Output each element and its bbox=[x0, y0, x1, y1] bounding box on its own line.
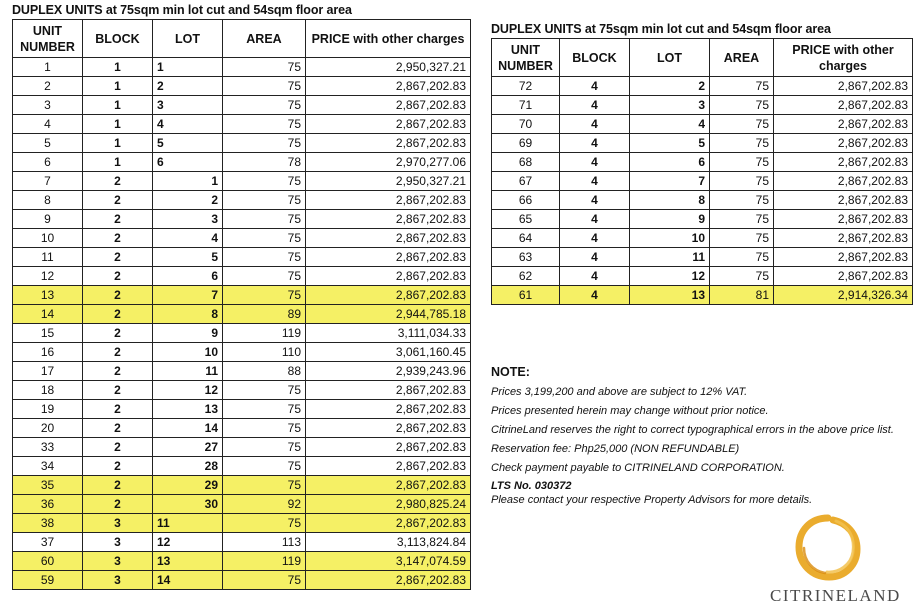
area-cell: 75 bbox=[710, 134, 774, 153]
lot-cell: 27 bbox=[153, 438, 223, 457]
unit-cell: 19 bbox=[13, 400, 83, 419]
right-table-title: DUPLEX UNITS at 75sqm min lot cut and 54sqm floor area bbox=[491, 22, 831, 36]
price-cell: 2,867,202.83 bbox=[306, 286, 471, 305]
area-cell: 75 bbox=[710, 248, 774, 267]
area-cell: 75 bbox=[223, 191, 306, 210]
price-cell: 2,867,202.83 bbox=[306, 381, 471, 400]
left-table-body bbox=[13, 58, 471, 590]
price-cell: 2,970,277.06 bbox=[306, 153, 471, 172]
block-cell: 4 bbox=[560, 191, 630, 210]
price-cell: 2,867,202.83 bbox=[306, 115, 471, 134]
price-cell: 2,939,243.96 bbox=[306, 362, 471, 381]
area-cell: 75 bbox=[223, 438, 306, 457]
area-cell: 75 bbox=[223, 267, 306, 286]
lot-cell: 10 bbox=[630, 229, 710, 248]
lot-cell: 4 bbox=[630, 115, 710, 134]
note-line: Prices 3,199,200 and above are subject to 12% VAT. bbox=[491, 386, 748, 398]
lot-cell: 28 bbox=[153, 457, 223, 476]
unit-cell: 68 bbox=[492, 153, 560, 172]
lot-cell: 11 bbox=[153, 362, 223, 381]
table-row bbox=[13, 229, 471, 248]
unit-cell: 16 bbox=[13, 343, 83, 362]
right-table-header-row bbox=[492, 39, 913, 77]
area-cell: 92 bbox=[223, 495, 306, 514]
table-row bbox=[492, 172, 913, 191]
area-cell: 75 bbox=[710, 115, 774, 134]
note-line: Reservation fee: Php25,000 (NON REFUNDABLE) bbox=[491, 443, 740, 455]
area-cell: 75 bbox=[223, 419, 306, 438]
unit-cell: 9 bbox=[13, 210, 83, 229]
lot-cell: 5 bbox=[153, 248, 223, 267]
area-cell: 75 bbox=[223, 476, 306, 495]
block-cell: 3 bbox=[83, 552, 153, 571]
table-row bbox=[13, 153, 471, 172]
header-area: AREA bbox=[710, 39, 774, 77]
table-row bbox=[13, 533, 471, 552]
table-row bbox=[13, 96, 471, 115]
table-row bbox=[492, 134, 913, 153]
unit-cell: 5 bbox=[13, 134, 83, 153]
price-cell: 2,950,327.21 bbox=[306, 172, 471, 191]
lot-cell: 3 bbox=[153, 96, 223, 115]
table-row bbox=[492, 248, 913, 267]
lot-cell: 5 bbox=[630, 134, 710, 153]
unit-cell: 59 bbox=[13, 571, 83, 590]
table-row bbox=[492, 286, 913, 305]
brand-name: CITRINELAND bbox=[770, 586, 901, 605]
area-cell: 75 bbox=[223, 457, 306, 476]
lot-cell: 4 bbox=[153, 229, 223, 248]
block-cell: 1 bbox=[83, 153, 153, 172]
table-row bbox=[492, 191, 913, 210]
table-row bbox=[13, 305, 471, 324]
lot-cell: 6 bbox=[153, 267, 223, 286]
unit-cell: 15 bbox=[13, 324, 83, 343]
block-cell: 2 bbox=[83, 343, 153, 362]
block-cell: 2 bbox=[83, 191, 153, 210]
unit-cell: 70 bbox=[492, 115, 560, 134]
lot-cell: 12 bbox=[630, 267, 710, 286]
area-cell: 75 bbox=[710, 210, 774, 229]
area-cell: 78 bbox=[223, 153, 306, 172]
price-cell: 2,867,202.83 bbox=[774, 134, 913, 153]
lot-cell: 9 bbox=[153, 324, 223, 343]
block-cell: 1 bbox=[83, 115, 153, 134]
lot-cell: 13 bbox=[153, 552, 223, 571]
left-table-title: DUPLEX UNITS at 75sqm min lot cut and 54sqm floor area bbox=[12, 3, 352, 17]
lot-cell: 10 bbox=[153, 343, 223, 362]
block-cell: 2 bbox=[83, 438, 153, 457]
unit-cell: 71 bbox=[492, 96, 560, 115]
left-table-header-row bbox=[13, 20, 471, 58]
left-price-table bbox=[12, 19, 471, 590]
citrineland-logo bbox=[770, 512, 901, 610]
unit-cell: 61 bbox=[492, 286, 560, 305]
area-cell: 75 bbox=[710, 191, 774, 210]
price-cell: 2,867,202.83 bbox=[774, 248, 913, 267]
area-cell: 75 bbox=[223, 115, 306, 134]
block-cell: 4 bbox=[560, 115, 630, 134]
unit-cell: 72 bbox=[492, 77, 560, 96]
block-cell: 2 bbox=[83, 229, 153, 248]
table-row bbox=[13, 324, 471, 343]
block-cell: 3 bbox=[83, 533, 153, 552]
price-cell: 2,867,202.83 bbox=[774, 229, 913, 248]
header-lot: LOT bbox=[153, 20, 223, 58]
lot-cell: 2 bbox=[630, 77, 710, 96]
area-cell: 75 bbox=[223, 248, 306, 267]
header-area: AREA bbox=[223, 20, 306, 58]
area-cell: 75 bbox=[710, 77, 774, 96]
table-row bbox=[13, 457, 471, 476]
unit-cell: 69 bbox=[492, 134, 560, 153]
block-cell: 2 bbox=[83, 419, 153, 438]
price-cell: 3,061,160.45 bbox=[306, 343, 471, 362]
lot-cell: 11 bbox=[153, 514, 223, 533]
unit-cell: 13 bbox=[13, 286, 83, 305]
note-line: CitrineLand reserves the right to correct typographical errors in the above price list. bbox=[491, 424, 894, 436]
unit-cell: 65 bbox=[492, 210, 560, 229]
price-cell: 2,867,202.83 bbox=[306, 476, 471, 495]
area-cell: 75 bbox=[223, 381, 306, 400]
table-row bbox=[13, 248, 471, 267]
lot-cell: 7 bbox=[153, 286, 223, 305]
table-row bbox=[492, 115, 913, 134]
price-cell: 2,950,327.21 bbox=[306, 58, 471, 77]
block-cell: 1 bbox=[83, 134, 153, 153]
block-cell: 2 bbox=[83, 457, 153, 476]
price-cell: 2,867,202.83 bbox=[306, 229, 471, 248]
block-cell: 2 bbox=[83, 286, 153, 305]
unit-cell: 1 bbox=[13, 58, 83, 77]
table-row bbox=[492, 229, 913, 248]
area-cell: 75 bbox=[223, 514, 306, 533]
area-cell: 75 bbox=[223, 58, 306, 77]
block-cell: 1 bbox=[83, 96, 153, 115]
block-cell: 1 bbox=[83, 77, 153, 96]
table-row bbox=[492, 96, 913, 115]
price-cell: 2,867,202.83 bbox=[774, 191, 913, 210]
contact-note: Please contact your respective Property Advisors for more details. bbox=[491, 494, 813, 506]
table-row bbox=[492, 267, 913, 286]
table-row bbox=[13, 476, 471, 495]
lot-cell: 2 bbox=[153, 77, 223, 96]
unit-cell: 66 bbox=[492, 191, 560, 210]
note-title: NOTE: bbox=[491, 365, 530, 379]
table-row bbox=[13, 362, 471, 381]
block-cell: 4 bbox=[560, 96, 630, 115]
lot-cell: 12 bbox=[153, 381, 223, 400]
block-cell: 2 bbox=[83, 210, 153, 229]
area-cell: 75 bbox=[223, 77, 306, 96]
unit-cell: 67 bbox=[492, 172, 560, 191]
lot-cell: 2 bbox=[153, 191, 223, 210]
unit-cell: 37 bbox=[13, 533, 83, 552]
unit-cell: 3 bbox=[13, 96, 83, 115]
table-row bbox=[13, 134, 471, 153]
price-cell: 3,113,824.84 bbox=[306, 533, 471, 552]
header-block: BLOCK bbox=[83, 20, 153, 58]
table-row bbox=[13, 58, 471, 77]
table-row bbox=[13, 191, 471, 210]
table-row bbox=[13, 571, 471, 590]
price-cell: 2,867,202.83 bbox=[306, 457, 471, 476]
note-line: Prices presented herein may change without prior notice. bbox=[491, 405, 769, 417]
header-price: PRICE with other charges bbox=[306, 20, 471, 58]
area-cell: 75 bbox=[223, 172, 306, 191]
area-cell: 110 bbox=[223, 343, 306, 362]
unit-cell: 18 bbox=[13, 381, 83, 400]
price-cell: 2,867,202.83 bbox=[306, 419, 471, 438]
lot-cell: 3 bbox=[153, 210, 223, 229]
unit-cell: 6 bbox=[13, 153, 83, 172]
price-cell: 2,867,202.83 bbox=[306, 191, 471, 210]
area-cell: 75 bbox=[223, 134, 306, 153]
price-cell: 2,867,202.83 bbox=[774, 153, 913, 172]
price-cell: 2,867,202.83 bbox=[306, 77, 471, 96]
price-cell: 2,867,202.83 bbox=[774, 172, 913, 191]
unit-cell: 33 bbox=[13, 438, 83, 457]
lts-number: LTS No. 030372 bbox=[491, 480, 572, 492]
unit-cell: 2 bbox=[13, 77, 83, 96]
unit-cell: 4 bbox=[13, 115, 83, 134]
block-cell: 2 bbox=[83, 400, 153, 419]
block-cell: 2 bbox=[83, 381, 153, 400]
price-cell: 2,914,326.34 bbox=[774, 286, 913, 305]
table-row bbox=[492, 77, 913, 96]
price-cell: 2,867,202.83 bbox=[306, 248, 471, 267]
note-line: Check payment payable to CITRINELAND CORPORATION. bbox=[491, 462, 785, 474]
area-cell: 119 bbox=[223, 324, 306, 343]
lot-cell: 1 bbox=[153, 58, 223, 77]
area-cell: 75 bbox=[223, 400, 306, 419]
unit-cell: 34 bbox=[13, 457, 83, 476]
right-price-table bbox=[491, 38, 913, 305]
lot-cell: 14 bbox=[153, 419, 223, 438]
area-cell: 75 bbox=[710, 267, 774, 286]
area-cell: 75 bbox=[710, 153, 774, 172]
area-cell: 89 bbox=[223, 305, 306, 324]
citrine-ring-icon bbox=[792, 512, 864, 584]
price-cell: 3,147,074.59 bbox=[306, 552, 471, 571]
area-cell: 119 bbox=[223, 552, 306, 571]
price-cell: 3,111,034.33 bbox=[306, 324, 471, 343]
table-row bbox=[13, 438, 471, 457]
unit-cell: 38 bbox=[13, 514, 83, 533]
lot-cell: 6 bbox=[153, 153, 223, 172]
area-cell: 75 bbox=[223, 571, 306, 590]
unit-cell: 35 bbox=[13, 476, 83, 495]
right-table-body bbox=[492, 77, 913, 305]
lot-cell: 29 bbox=[153, 476, 223, 495]
unit-cell: 63 bbox=[492, 248, 560, 267]
price-cell: 2,944,785.18 bbox=[306, 305, 471, 324]
price-cell: 2,867,202.83 bbox=[774, 267, 913, 286]
unit-cell: 17 bbox=[13, 362, 83, 381]
table-row bbox=[13, 115, 471, 134]
price-cell: 2,867,202.83 bbox=[774, 115, 913, 134]
price-cell: 2,867,202.83 bbox=[306, 96, 471, 115]
table-row bbox=[13, 172, 471, 191]
unit-cell: 14 bbox=[13, 305, 83, 324]
table-row bbox=[13, 381, 471, 400]
table-row bbox=[13, 495, 471, 514]
table-row bbox=[492, 153, 913, 172]
block-cell: 2 bbox=[83, 305, 153, 324]
lot-cell: 4 bbox=[153, 115, 223, 134]
block-cell: 4 bbox=[560, 210, 630, 229]
price-cell: 2,867,202.83 bbox=[774, 77, 913, 96]
block-cell: 2 bbox=[83, 362, 153, 381]
table-row bbox=[492, 210, 913, 229]
block-cell: 2 bbox=[83, 267, 153, 286]
header-unit-number: UNIT NUMBER bbox=[13, 20, 83, 58]
block-cell: 1 bbox=[83, 58, 153, 77]
table-row bbox=[13, 552, 471, 571]
price-cell: 2,867,202.83 bbox=[774, 96, 913, 115]
header-lot: LOT bbox=[630, 39, 710, 77]
block-cell: 2 bbox=[83, 248, 153, 267]
area-cell: 75 bbox=[710, 172, 774, 191]
table-row bbox=[13, 514, 471, 533]
unit-cell: 36 bbox=[13, 495, 83, 514]
unit-cell: 12 bbox=[13, 267, 83, 286]
unit-cell: 62 bbox=[492, 267, 560, 286]
block-cell: 4 bbox=[560, 248, 630, 267]
lot-cell: 9 bbox=[630, 210, 710, 229]
lot-cell: 8 bbox=[630, 191, 710, 210]
lot-cell: 5 bbox=[153, 134, 223, 153]
table-row bbox=[13, 286, 471, 305]
price-cell: 2,867,202.83 bbox=[306, 210, 471, 229]
price-cell: 2,867,202.83 bbox=[306, 267, 471, 286]
block-cell: 2 bbox=[83, 495, 153, 514]
table-row bbox=[13, 400, 471, 419]
area-cell: 88 bbox=[223, 362, 306, 381]
block-cell: 2 bbox=[83, 172, 153, 191]
area-cell: 75 bbox=[223, 229, 306, 248]
area-cell: 75 bbox=[223, 210, 306, 229]
block-cell: 2 bbox=[83, 476, 153, 495]
lot-cell: 11 bbox=[630, 248, 710, 267]
header-price: PRICE with other charges bbox=[774, 39, 913, 77]
header-unit-number: UNIT NUMBER bbox=[492, 39, 560, 77]
lot-cell: 14 bbox=[153, 571, 223, 590]
table-row bbox=[13, 77, 471, 96]
table-row bbox=[13, 419, 471, 438]
table-row bbox=[13, 267, 471, 286]
lot-cell: 1 bbox=[153, 172, 223, 191]
header-block: BLOCK bbox=[560, 39, 630, 77]
lot-cell: 30 bbox=[153, 495, 223, 514]
block-cell: 4 bbox=[560, 172, 630, 191]
price-cell: 2,867,202.83 bbox=[306, 134, 471, 153]
block-cell: 4 bbox=[560, 286, 630, 305]
area-cell: 75 bbox=[710, 96, 774, 115]
price-cell: 2,867,202.83 bbox=[306, 571, 471, 590]
area-cell: 75 bbox=[223, 96, 306, 115]
price-cell: 2,867,202.83 bbox=[306, 438, 471, 457]
table-row bbox=[13, 210, 471, 229]
block-cell: 4 bbox=[560, 153, 630, 172]
unit-cell: 11 bbox=[13, 248, 83, 267]
block-cell: 4 bbox=[560, 134, 630, 153]
lot-cell: 13 bbox=[153, 400, 223, 419]
block-cell: 2 bbox=[83, 324, 153, 343]
unit-cell: 60 bbox=[13, 552, 83, 571]
unit-cell: 8 bbox=[13, 191, 83, 210]
lot-cell: 6 bbox=[630, 153, 710, 172]
price-cell: 2,867,202.83 bbox=[306, 400, 471, 419]
lot-cell: 3 bbox=[630, 96, 710, 115]
unit-cell: 20 bbox=[13, 419, 83, 438]
block-cell: 3 bbox=[83, 571, 153, 590]
table-row bbox=[13, 343, 471, 362]
area-cell: 75 bbox=[710, 229, 774, 248]
price-cell: 2,867,202.83 bbox=[306, 514, 471, 533]
area-cell: 75 bbox=[223, 286, 306, 305]
lot-cell: 7 bbox=[630, 172, 710, 191]
area-cell: 113 bbox=[223, 533, 306, 552]
block-cell: 4 bbox=[560, 229, 630, 248]
area-cell: 81 bbox=[710, 286, 774, 305]
lot-cell: 12 bbox=[153, 533, 223, 552]
price-cell: 2,867,202.83 bbox=[774, 210, 913, 229]
lot-cell: 13 bbox=[630, 286, 710, 305]
note-section bbox=[491, 363, 894, 507]
unit-cell: 10 bbox=[13, 229, 83, 248]
block-cell: 4 bbox=[560, 77, 630, 96]
block-cell: 3 bbox=[83, 514, 153, 533]
lot-cell: 8 bbox=[153, 305, 223, 324]
block-cell: 4 bbox=[560, 267, 630, 286]
unit-cell: 64 bbox=[492, 229, 560, 248]
price-cell: 2,980,825.24 bbox=[306, 495, 471, 514]
unit-cell: 7 bbox=[13, 172, 83, 191]
